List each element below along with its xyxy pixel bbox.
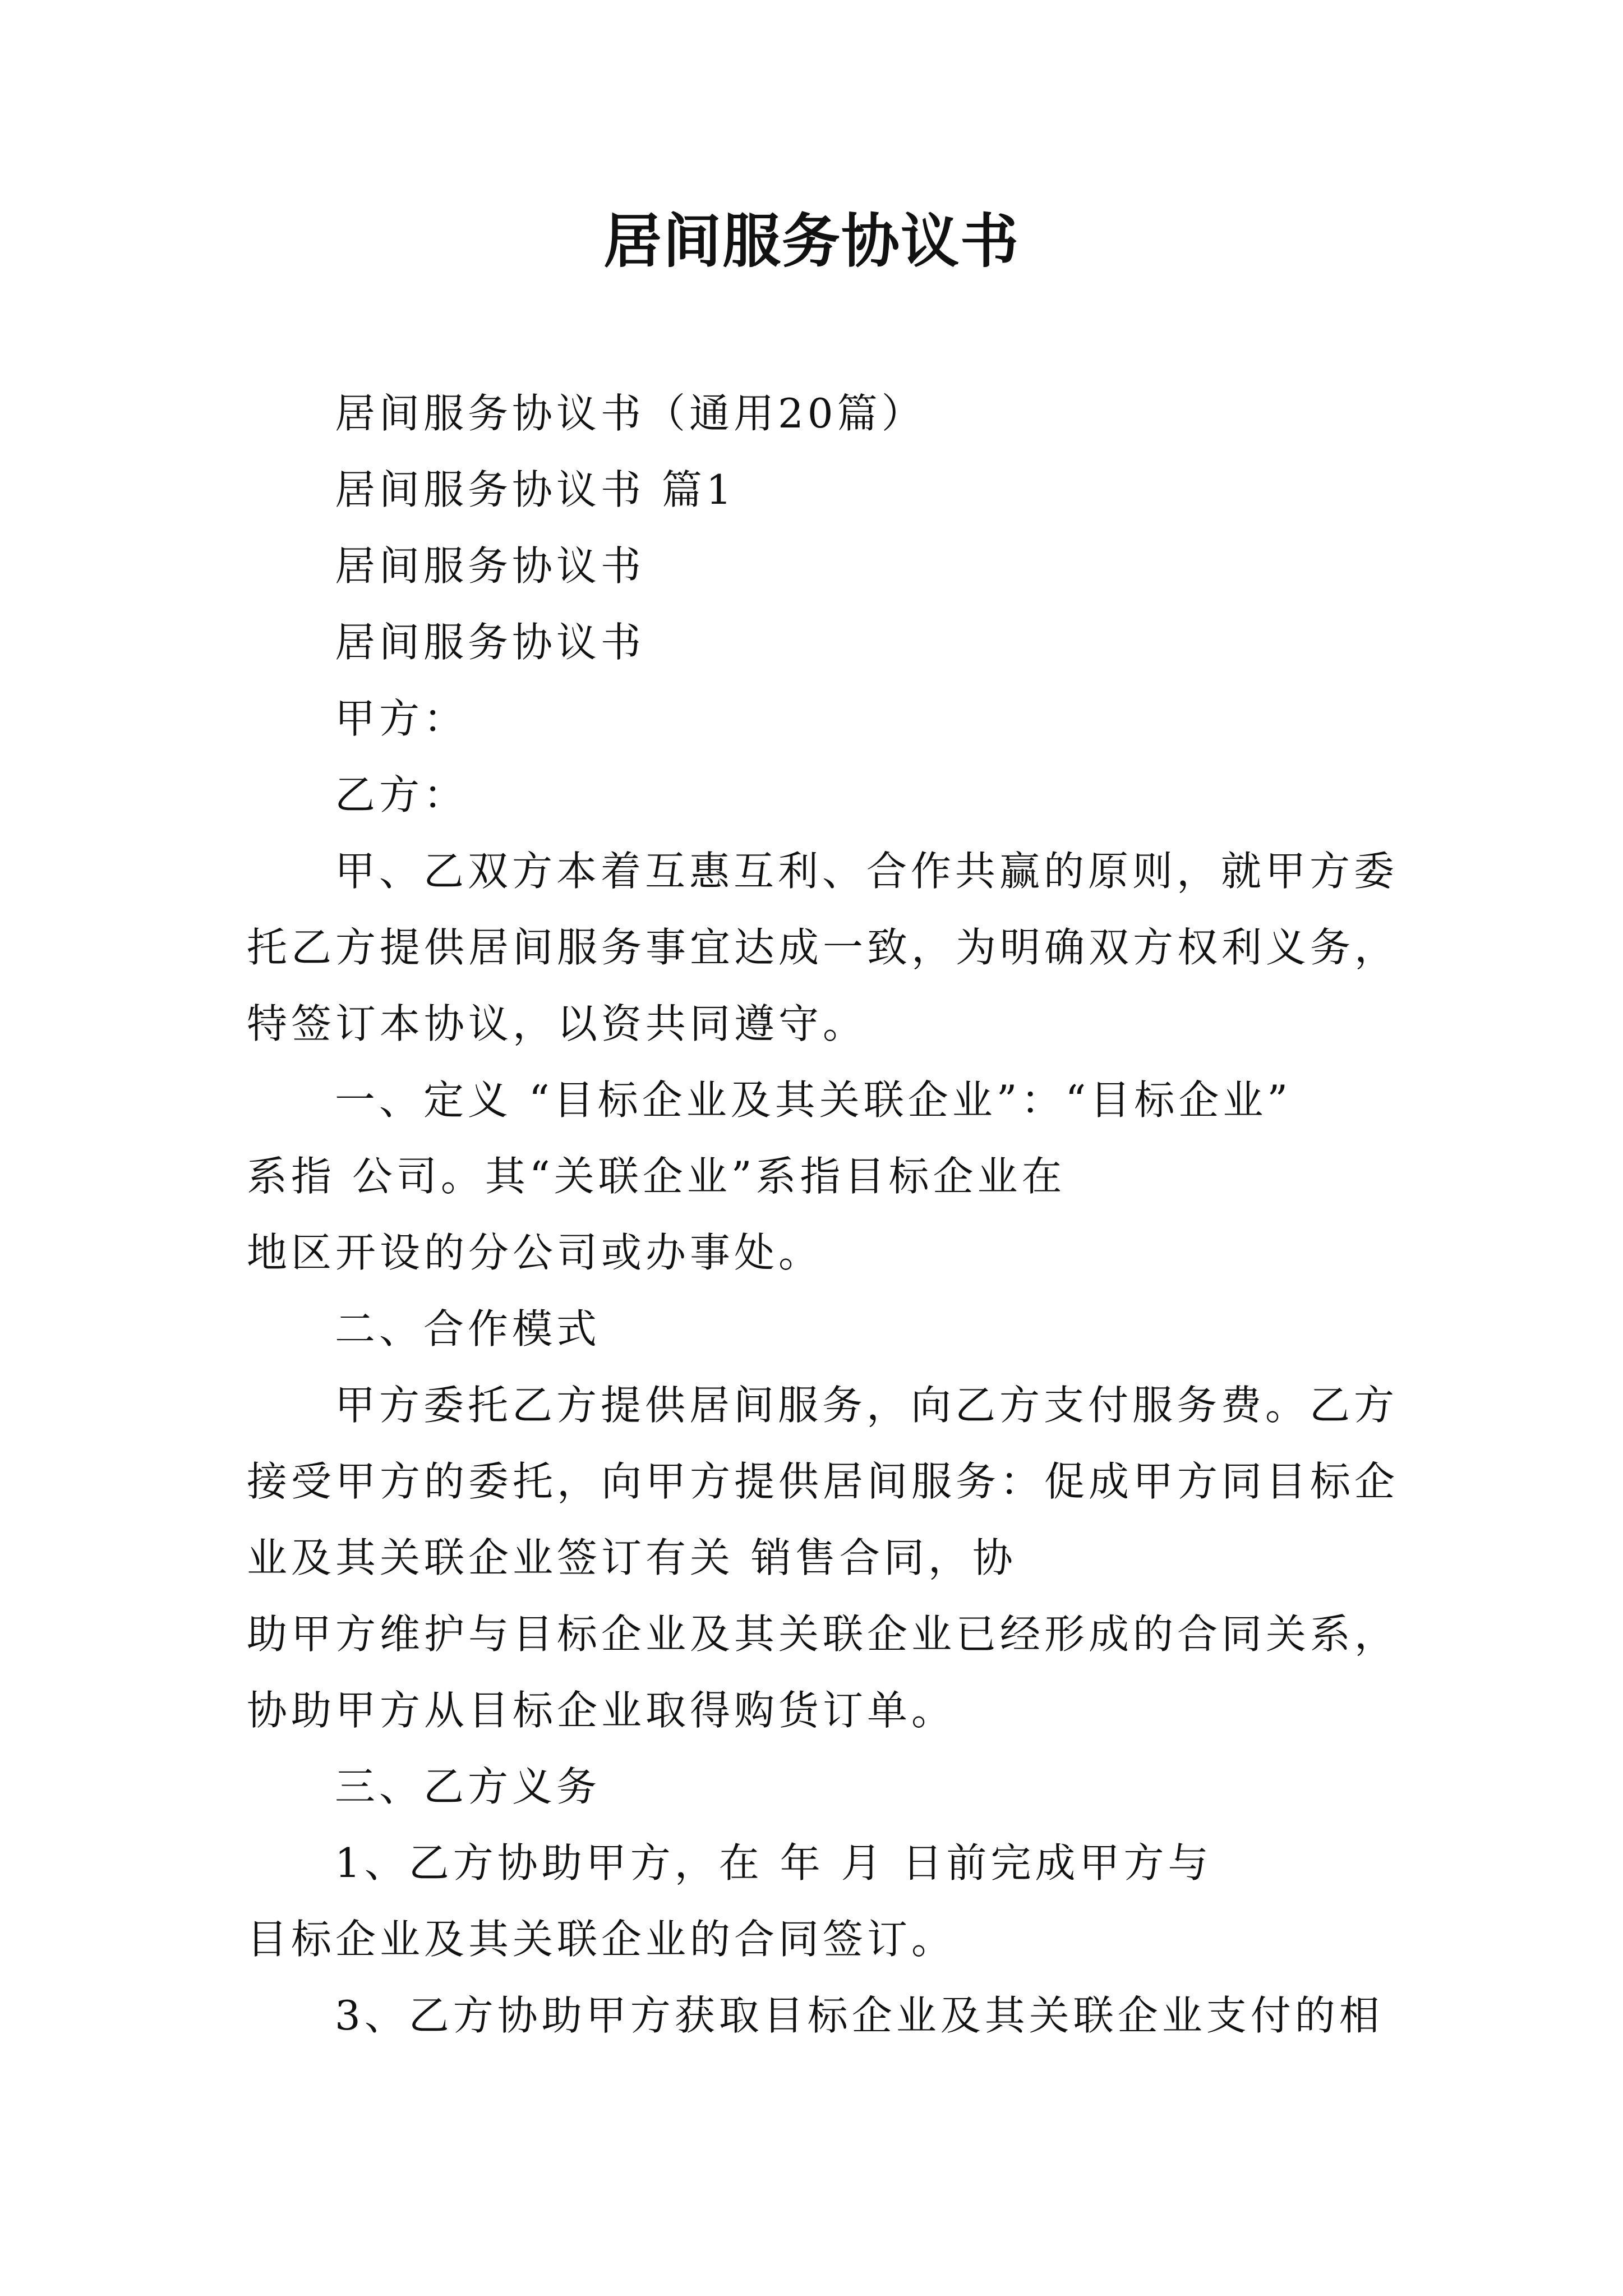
paragraph-line: 托乙方提供居间服务事宜达成一致，为明确双方权利义务， [247, 924, 1399, 971]
definition-line: 地区开设的分公司或办事处。 [247, 1229, 823, 1276]
subtitle-line: 居间服务协议书（通用20篇） [335, 390, 926, 437]
clause-line: 目标企业及其关联企业的合同签订。 [247, 1916, 956, 1963]
heading-line: 居间服务协议书 [335, 542, 645, 590]
paragraph-line: 甲方委托乙方提供居间服务，向乙方支付服务费。乙方 [335, 1382, 1399, 1429]
definition-line: 系指 公司。其“关联企业”系指目标企业在 [247, 1153, 1066, 1200]
document-title: 居间服务协议书 [603, 206, 1020, 275]
paragraph-line: 特签订本协议，以资共同遵守。 [247, 1000, 868, 1047]
party-a-line: 甲方： [335, 695, 468, 742]
heading-line: 居间服务协议书 [335, 619, 645, 666]
section-heading: 二、合作模式 [335, 1305, 601, 1352]
clause-line: 1、乙方协助甲方，在 年 月 日前完成甲方与 [335, 1839, 1212, 1887]
paragraph-line: 接受甲方的委托，向甲方提供居间服务：促成甲方同目标企 [247, 1458, 1399, 1505]
party-b-line: 乙方： [335, 771, 468, 818]
paragraph-line: 助甲方维护与目标企业及其关联企业已经形成的合同关系， [247, 1611, 1399, 1658]
clause-line: 3、乙方协助甲方获取目标企业及其关联企业支付的相 [335, 1992, 1384, 2039]
paragraph-line: 协助甲方从目标企业取得购货订单。 [247, 1687, 956, 1734]
paragraph-line: 甲、乙双方本着互惠互利、合作共赢的原则，就甲方委 [335, 848, 1399, 895]
paragraph-line: 业及其关联企业签订有关 销售合同，协 [247, 1534, 1017, 1581]
definition-line: 一、定义 “目标企业及其关联企业”：“目标企业” [335, 1076, 1292, 1124]
section-heading: 居间服务协议书 篇1 [335, 466, 736, 513]
section-heading: 三、乙方义务 [335, 1763, 601, 1810]
